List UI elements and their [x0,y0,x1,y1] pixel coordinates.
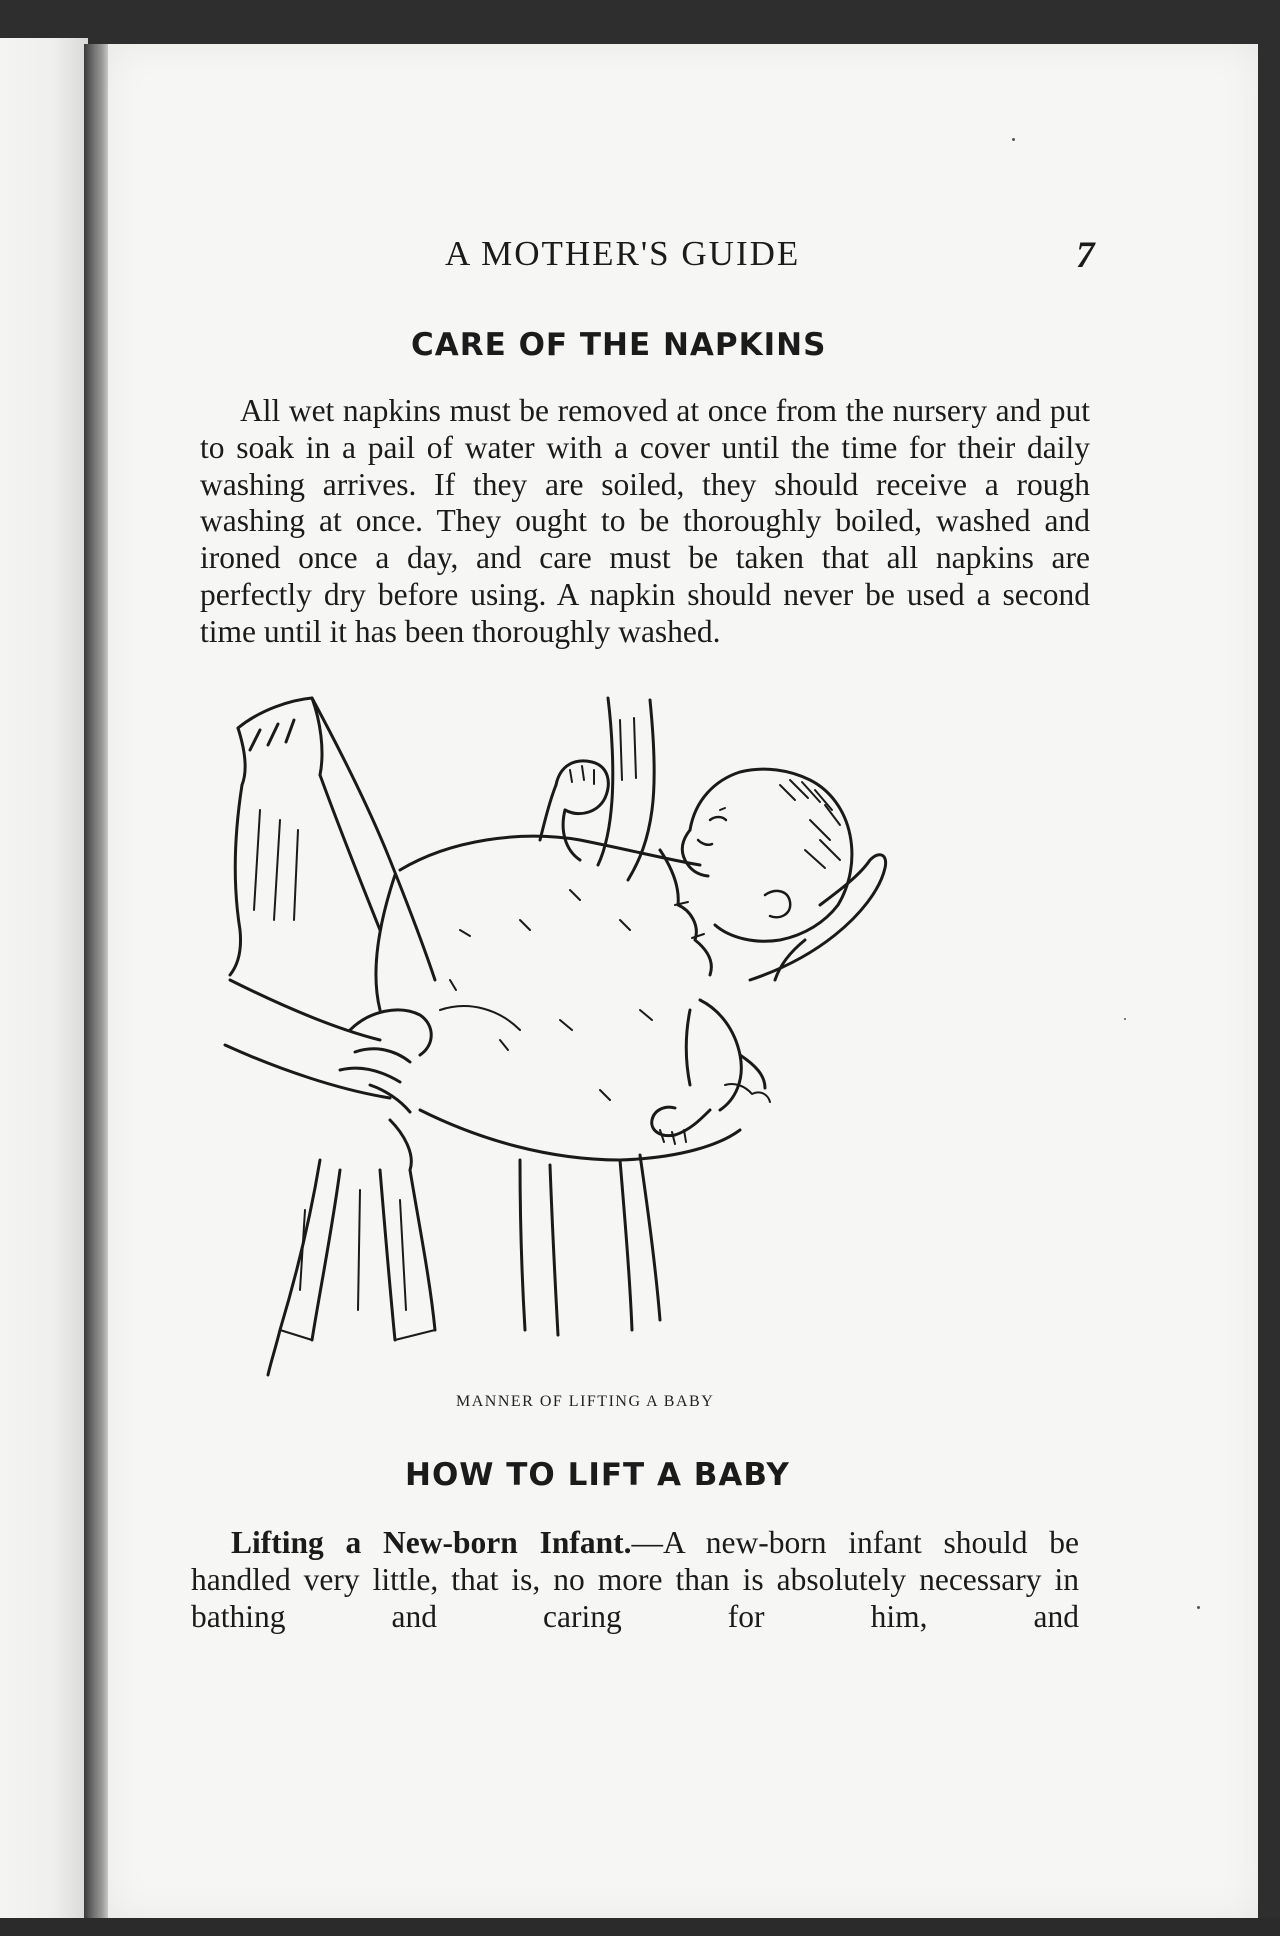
section-heading-lift: HOW TO LIFT A BABY [405,1457,790,1493]
scan-speck [1124,1018,1126,1020]
figure-caption: MANNER OF LIFTING A BABY [456,1393,715,1410]
book-gutter [84,44,110,1918]
running-head: A MOTHER'S GUIDE [445,234,801,273]
paragraph-lift-body: —A new-born infant should be handled very little, that is, no more than is absolutely necessary in bathing and caring for him, and [191,1525,1079,1634]
scan-speck [1012,138,1015,141]
previous-page-edge [0,38,88,1918]
section-heading-napkins: CARE OF THE NAPKINS [411,327,827,363]
paragraph-napkins: All wet napkins must be removed at once from the nursery and put to soak in a pail of water with a cover until the time for their daily washing arrives. If they are soiled, they should receive a rough washing at once. They ought to be thoroughly boiled, washed and ironed once a day, and care must be taken that all napkins are perfectly dry before using. A napkin should never be used a second time until it has been thoroughly washed. [200,393,1090,649]
scan-speck [1197,1606,1200,1609]
scan-border-bottom [0,1918,1280,1936]
paragraph-lift [191,1525,1079,1635]
paragraph-lead-in: Lifting a New-born Infant. [231,1525,632,1560]
page-number: 7 [1076,235,1095,276]
illustration-lifting-baby [220,690,1080,1380]
